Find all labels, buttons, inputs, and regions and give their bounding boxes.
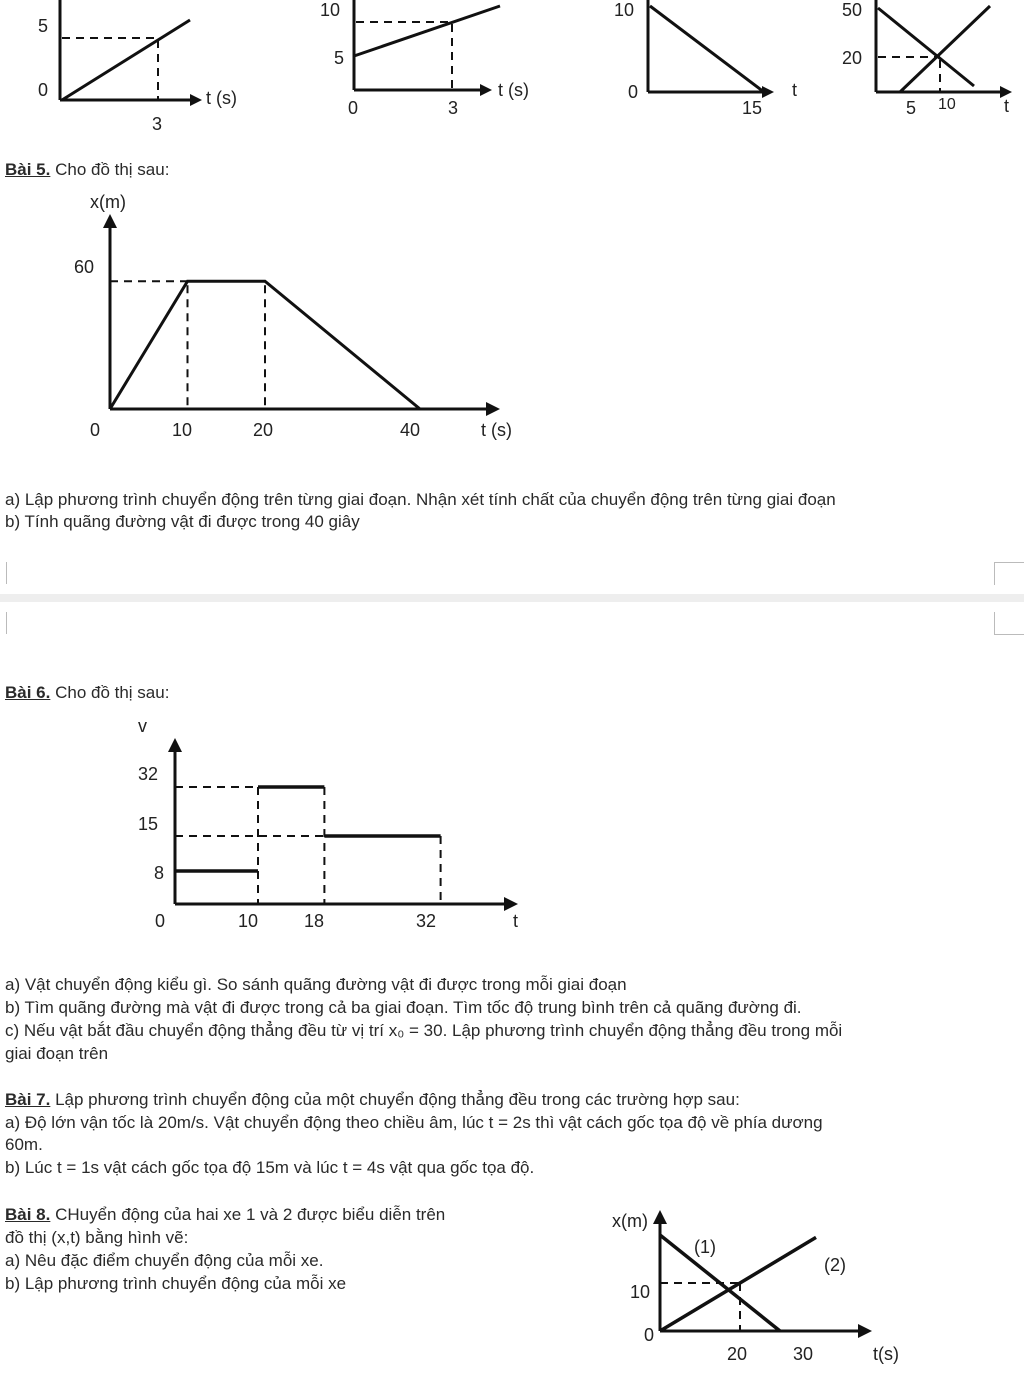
- bai6-intro: Cho đồ thị sau:: [50, 683, 170, 702]
- bai6-heading: Bài 6.: [5, 683, 51, 702]
- bai6-ylabel: v: [138, 716, 147, 736]
- bai8-intro: CHuyển động của hai xe 1 và 2 được biểu diễn trên: [50, 1205, 446, 1224]
- top-graph-1-xtick-3: 3: [152, 114, 163, 134]
- bai6-ytick-32: 32: [138, 764, 159, 784]
- top-graph-4-xtick-5: 5: [906, 98, 917, 118]
- bai8-ytick-10: 10: [630, 1282, 651, 1302]
- bai8-xtick-20: 20: [727, 1344, 748, 1364]
- bai5-xtick-10: 10: [172, 420, 193, 440]
- bai8-origin: 0: [644, 1325, 655, 1345]
- bai7-question-a-line1: a) Độ lớn vận tốc là 20m/s. Vật chuyển động theo chiều âm, lúc t = 2s thì vật cách gốc tọa độ về phía dương: [5, 1113, 823, 1132]
- bai8-y-axis-arrow: [653, 1210, 667, 1224]
- bai6-question-a: a) Vật chuyển động kiểu gì. So sánh quãng đường vật đi được trong mỗi giai đoạn: [5, 975, 627, 994]
- top-graph-4-ytick-20: 20: [842, 48, 863, 68]
- top-graph-1-xlabel: t (s): [206, 88, 237, 108]
- bai6-xtick-10: 10: [238, 911, 259, 931]
- bai8-question-b: b) Lập phương trình chuyển động của mỗi xe: [5, 1274, 347, 1293]
- bai6-xlabel: t: [513, 911, 519, 931]
- bai8-xtick-30: 30: [793, 1344, 814, 1364]
- bai5-ylabel: x(m): [90, 192, 126, 212]
- bai5-xtick-20: 20: [253, 420, 274, 440]
- bai6-question-c-line2: giai đoạn trên: [5, 1044, 109, 1063]
- bai5-xlabel: t (s): [481, 420, 512, 440]
- bai8-ylabel: x(m): [612, 1211, 648, 1231]
- bai8-xlabel: t(s): [873, 1344, 899, 1364]
- top-graph-2-xtick-0: 0: [348, 98, 359, 118]
- top-graph-4-xlabel: t: [1004, 96, 1010, 116]
- bai5-ytick-60: 60: [74, 257, 95, 277]
- top-graph-3-ytick-10: 10: [614, 0, 635, 20]
- top-graph-2-xlabel: t (s): [498, 80, 529, 100]
- top-graph-2-xtick-3: 3: [448, 98, 459, 118]
- bai8-series-2-line: [660, 1237, 816, 1331]
- bai5-heading: Bài 5.: [5, 160, 51, 179]
- bai7-question-b: b) Lúc t = 1s vật cách gốc tọa độ 15m và lúc t = 4s vật qua gốc tọa độ.: [5, 1158, 535, 1177]
- bai5-intro: Cho đồ thị sau:: [50, 160, 170, 179]
- bai5-xtick-40: 40: [400, 420, 421, 440]
- bai5-origin: 0: [90, 420, 101, 440]
- top-graph-3-ytick-0: 0: [628, 82, 639, 102]
- bai6-question-b: b) Tìm quãng đường mà vật đi được trong cả ba giai đoạn. Tìm tốc độ trung bình trên cả quãng đường đi.: [5, 998, 802, 1017]
- bai6-question-c-line1: c) Nếu vật bắt đầu chuyển động thẳng đều từ vị trí x₀ = 30. Lập phương trình chuyển động thẳng đều trong mỗi: [5, 1021, 843, 1040]
- top-graph-4-ytick-50: 50: [842, 0, 863, 20]
- bai8-line2-label: (2): [824, 1255, 846, 1275]
- bai8-line1-label: (1): [694, 1237, 716, 1257]
- top-graph-2-ytick-5: 5: [334, 48, 345, 68]
- top-graph-3-xlabel: t: [792, 80, 798, 100]
- bai8-heading: Bài 8.: [5, 1205, 51, 1224]
- bai7-heading: Bài 7.: [5, 1090, 51, 1109]
- top-graph-4-xtick-10: 10: [938, 96, 956, 113]
- bai5-question-b: b) Tính quãng đường vật đi được trong 40 giây: [5, 512, 360, 531]
- bai8-x-axis-arrow: [858, 1324, 872, 1338]
- bai6-origin: 0: [155, 911, 166, 931]
- bai6-ytick-8: 8: [154, 863, 165, 883]
- bai8-intro-line2: đồ thị (x,t) bằng hình vẽ:: [5, 1228, 189, 1247]
- bai7-question-a-line2: 60m.: [5, 1135, 43, 1154]
- top-graph-1-ytick-0: 0: [38, 80, 49, 100]
- bai6-ytick-15: 15: [138, 814, 159, 834]
- bai5-question-a: a) Lập phương trình chuyển động trên từng giai đoạn. Nhận xét tính chất của chuyển động trên từng giai đoạn: [5, 490, 836, 509]
- bai7-intro: Lập phương trình chuyển động của một chuyển động thẳng đều trong các trường hợp sau:: [50, 1090, 740, 1109]
- bai8-question-a: a) Nêu đặc điểm chuyển động của mỗi xe.: [5, 1251, 324, 1270]
- bai6-xtick-18: 18: [304, 911, 325, 931]
- top-graph-2-ytick-10: 10: [320, 0, 341, 20]
- top-graph-1-ytick-5: 5: [38, 16, 49, 36]
- top-graph-3-xtick-15: 15: [742, 98, 763, 118]
- bai6-xtick-32: 32: [416, 911, 437, 931]
